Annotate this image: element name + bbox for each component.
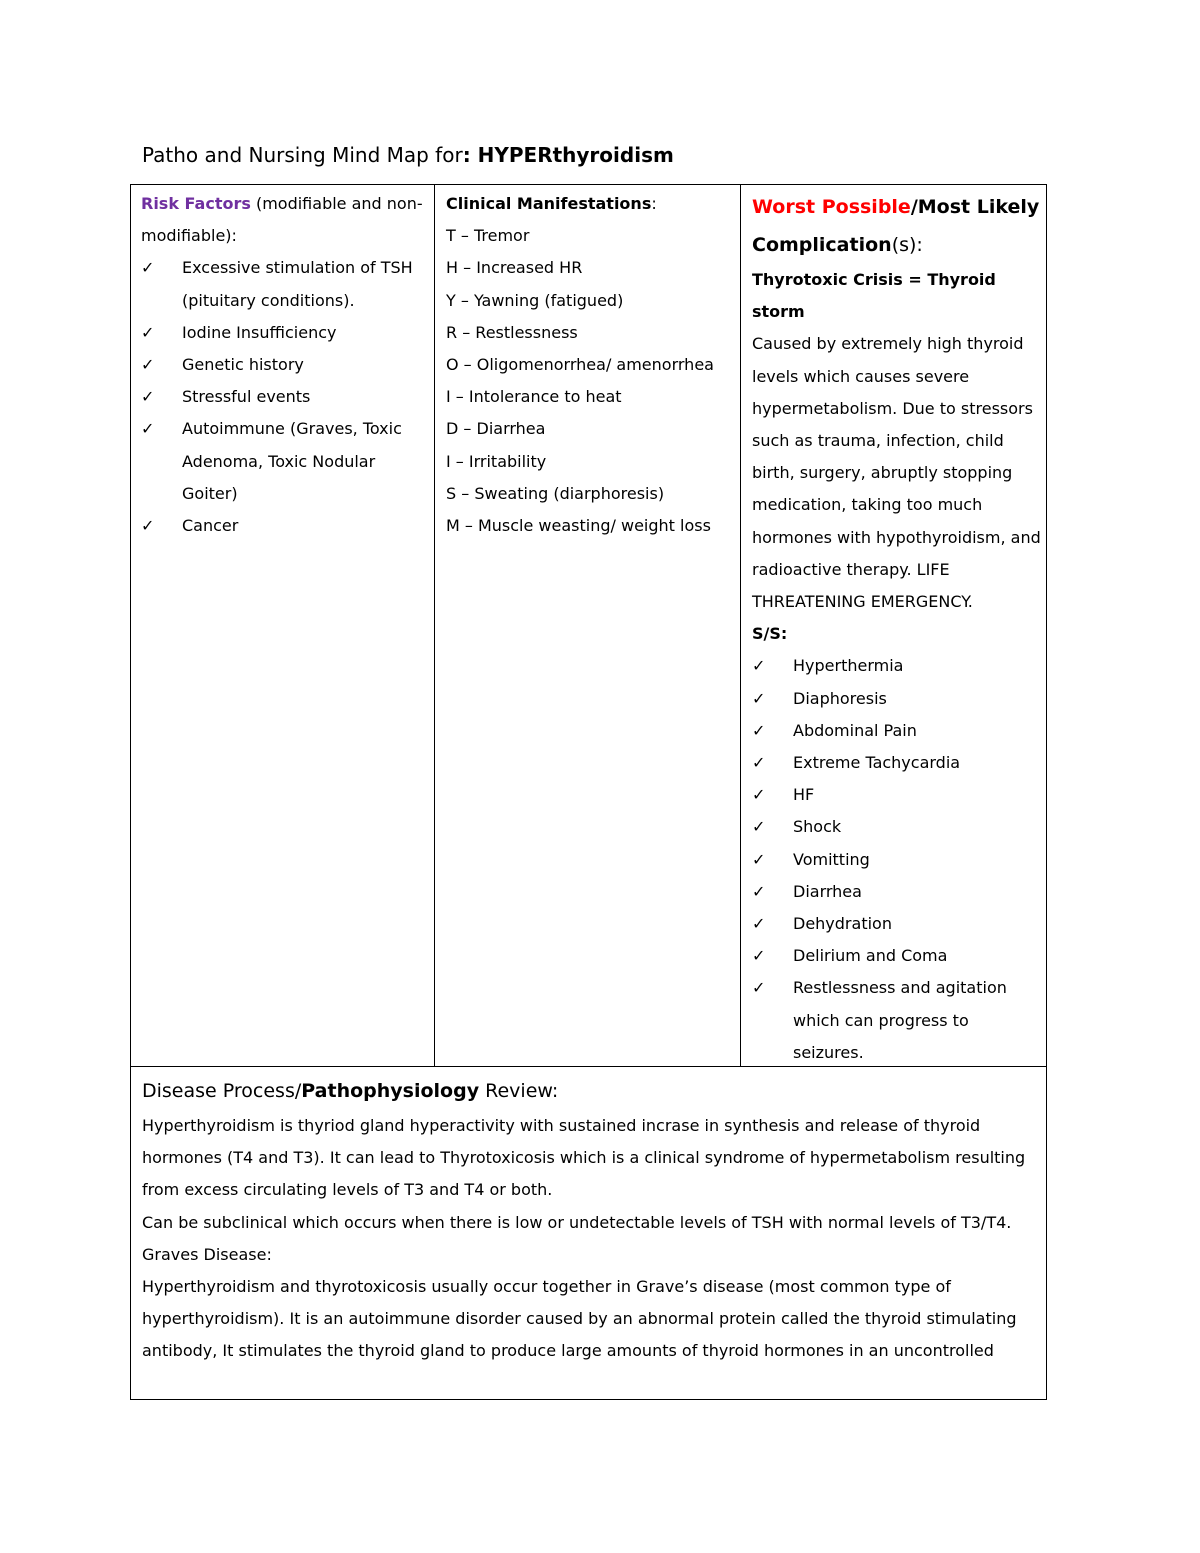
mind-map-grid xyxy=(130,184,1047,1067)
checkmark-icon: ✓ xyxy=(141,419,155,439)
complication-suffix: (s): xyxy=(891,234,923,256)
clinical-manifestations-list xyxy=(446,220,738,542)
manifestation-item: I – Irritability xyxy=(446,451,547,471)
complications-cell xyxy=(752,185,1042,1069)
check-list-text: Dehydration xyxy=(793,914,892,934)
check-list-item xyxy=(141,252,433,316)
manifestation-item: Y – Yawning (fatigued) xyxy=(446,290,624,310)
check-list-item xyxy=(752,747,1042,779)
patho-heading-bold: Pathophysiology xyxy=(301,1080,480,1102)
check-list-item xyxy=(752,908,1042,940)
checkmark-icon: ✓ xyxy=(752,656,766,676)
check-list-item xyxy=(752,779,1042,811)
clinical-manifestations-title: Clinical Manifestations xyxy=(446,194,652,213)
checkmark-icon: ✓ xyxy=(752,881,766,901)
checkmark-icon: ✓ xyxy=(141,258,155,278)
most-likely-label: /Most Likely xyxy=(910,196,1040,218)
title-colon: : xyxy=(462,143,478,167)
check-list-text: Hyperthermia xyxy=(793,656,904,676)
check-list-text: Extreme Tachycardia xyxy=(793,753,961,773)
manifestation-item: S – Sweating (diarphoresis) xyxy=(446,483,665,503)
check-list-item xyxy=(752,811,1042,843)
checkmark-icon: ✓ xyxy=(141,355,155,375)
pathophysiology-heading xyxy=(142,1072,1037,1110)
manifestation-item: H – Increased HR xyxy=(446,258,583,278)
check-list-text: Diarrhea xyxy=(793,881,862,901)
manifestation-item: I – Intolerance to heat xyxy=(446,387,622,407)
worst-possible-label: Worst Possible xyxy=(752,196,911,218)
complication-label: Complication xyxy=(752,234,892,256)
check-list-text: Restlessness and agitation which can progress to seizures. xyxy=(793,978,1007,1062)
check-list-text: Excessive stimulation of TSH (pituitary conditions). xyxy=(182,258,413,310)
check-list-item xyxy=(752,876,1042,908)
checkmark-icon: ✓ xyxy=(141,516,155,536)
pathophysiology-paragraph: Hyperthyroidism is thyriod gland hyperactivity with sustained incrase in synthesis and release of thyroid hormones (T4 and T3). It can lead to Thyrotoxicosis which is a clinical syndrome of hypermetabolism resulting from excess circulating levels of T3 and T4 or both. xyxy=(142,1116,1026,1200)
check-list-item xyxy=(752,844,1042,876)
risk-factors-cell xyxy=(141,185,433,542)
risk-factors-subtitle: (modifiable and non-modifiable): xyxy=(141,194,423,246)
page-title xyxy=(142,142,674,168)
manifestation-item: M – Muscle weasting/ weight loss xyxy=(446,516,711,536)
check-list-text: Shock xyxy=(793,817,842,837)
title-topic: HYPERthyroidism xyxy=(477,143,674,167)
signs-symptoms-list xyxy=(752,650,1042,1069)
check-list-text: Genetic history xyxy=(182,355,304,375)
risk-factors-list xyxy=(141,252,433,542)
clinical-manifestations-colon: : xyxy=(651,194,657,213)
risk-factors-title: Risk Factors xyxy=(141,194,251,213)
pathophysiology-text xyxy=(142,1110,1037,1368)
checkmark-icon: ✓ xyxy=(752,785,766,805)
title-prefix: Patho and Nursing Mind Map for xyxy=(142,143,463,167)
checkmark-icon: ✓ xyxy=(141,387,155,407)
pathophysiology-box xyxy=(130,1066,1047,1400)
checkmark-icon: ✓ xyxy=(141,322,155,342)
patho-heading-prefix: Disease Process/ xyxy=(142,1080,302,1102)
checkmark-icon: ✓ xyxy=(752,817,766,837)
check-list-text: HF xyxy=(793,785,815,805)
clinical-manifestations-cell xyxy=(446,185,738,542)
crisis-description: Caused by extremely high thyroid levels which causes severe hypermetabolism. Due to stressors such as trauma, infection, child birth, surgery, abruptly stopping medication, taking too much hormones with hypothyroidism, and radioactive therapy. LIFE THREATENING EMERGENCY. xyxy=(752,334,1041,612)
check-list-item xyxy=(141,381,433,413)
check-list-text: Autoimmune (Graves, Toxic Adenoma, Toxic Nodular Goiter) xyxy=(182,419,402,503)
complications-heading xyxy=(752,188,1042,264)
check-list-item xyxy=(752,715,1042,747)
signs-symptoms-label: S/S: xyxy=(752,624,788,644)
checkmark-icon: ✓ xyxy=(752,849,766,869)
manifestation-item: R – Restlessness xyxy=(446,322,578,342)
checkmark-icon: ✓ xyxy=(752,946,766,966)
checkmark-icon: ✓ xyxy=(752,720,766,740)
column-divider xyxy=(740,185,741,1066)
manifestation-item: D – Diarrhea xyxy=(446,419,546,439)
manifestation-item: O – Oligomenorrhea/ amenorrhea xyxy=(446,355,714,375)
check-list-item xyxy=(141,349,433,381)
pathophysiology-paragraph: Graves Disease: xyxy=(142,1244,272,1264)
check-list-text: Abdominal Pain xyxy=(793,720,917,740)
check-list-item xyxy=(752,972,1042,1069)
check-list-item xyxy=(752,650,1042,682)
check-list-item xyxy=(752,683,1042,715)
checkmark-icon: ✓ xyxy=(752,753,766,773)
patho-heading-suffix: Review: xyxy=(479,1080,559,1102)
check-list-text: Diaphoresis xyxy=(793,688,887,708)
check-list-text: Stressful events xyxy=(182,387,311,407)
check-list-text: Cancer xyxy=(182,516,239,536)
crisis-title: Thyrotoxic Crisis = Thyroid storm xyxy=(752,270,996,322)
check-list-text: Delirium and Coma xyxy=(793,946,948,966)
checkmark-icon: ✓ xyxy=(752,688,766,708)
check-list-text: Vomitting xyxy=(793,849,870,869)
check-list-item xyxy=(141,413,433,510)
pathophysiology-paragraph: Can be subclinical which occurs when there is low or undetectable levels of TSH with normal levels of T3/T4. xyxy=(142,1212,1012,1232)
column-divider xyxy=(434,185,435,1066)
checkmark-icon: ✓ xyxy=(752,914,766,934)
check-list-item xyxy=(141,317,433,349)
check-list-text: Iodine Insufficiency xyxy=(182,322,337,342)
manifestation-item: T – Tremor xyxy=(446,226,530,246)
risk-factors-heading xyxy=(141,188,433,252)
check-list-item xyxy=(752,940,1042,972)
clinical-manifestations-heading xyxy=(446,188,738,220)
pathophysiology-paragraph: Hyperthyroidism and thyrotoxicosis usually occur together in Grave’s disease (most common type of hyperthyroidism). It is an autoimmune disorder caused by an abnormal protein called the thyroid stimulating antibody, It stimulates the thyroid gland to produce large amounts of thyroid hormones in an uncontrolled xyxy=(142,1277,1017,1361)
checkmark-icon: ✓ xyxy=(752,978,766,998)
check-list-item xyxy=(141,510,433,542)
